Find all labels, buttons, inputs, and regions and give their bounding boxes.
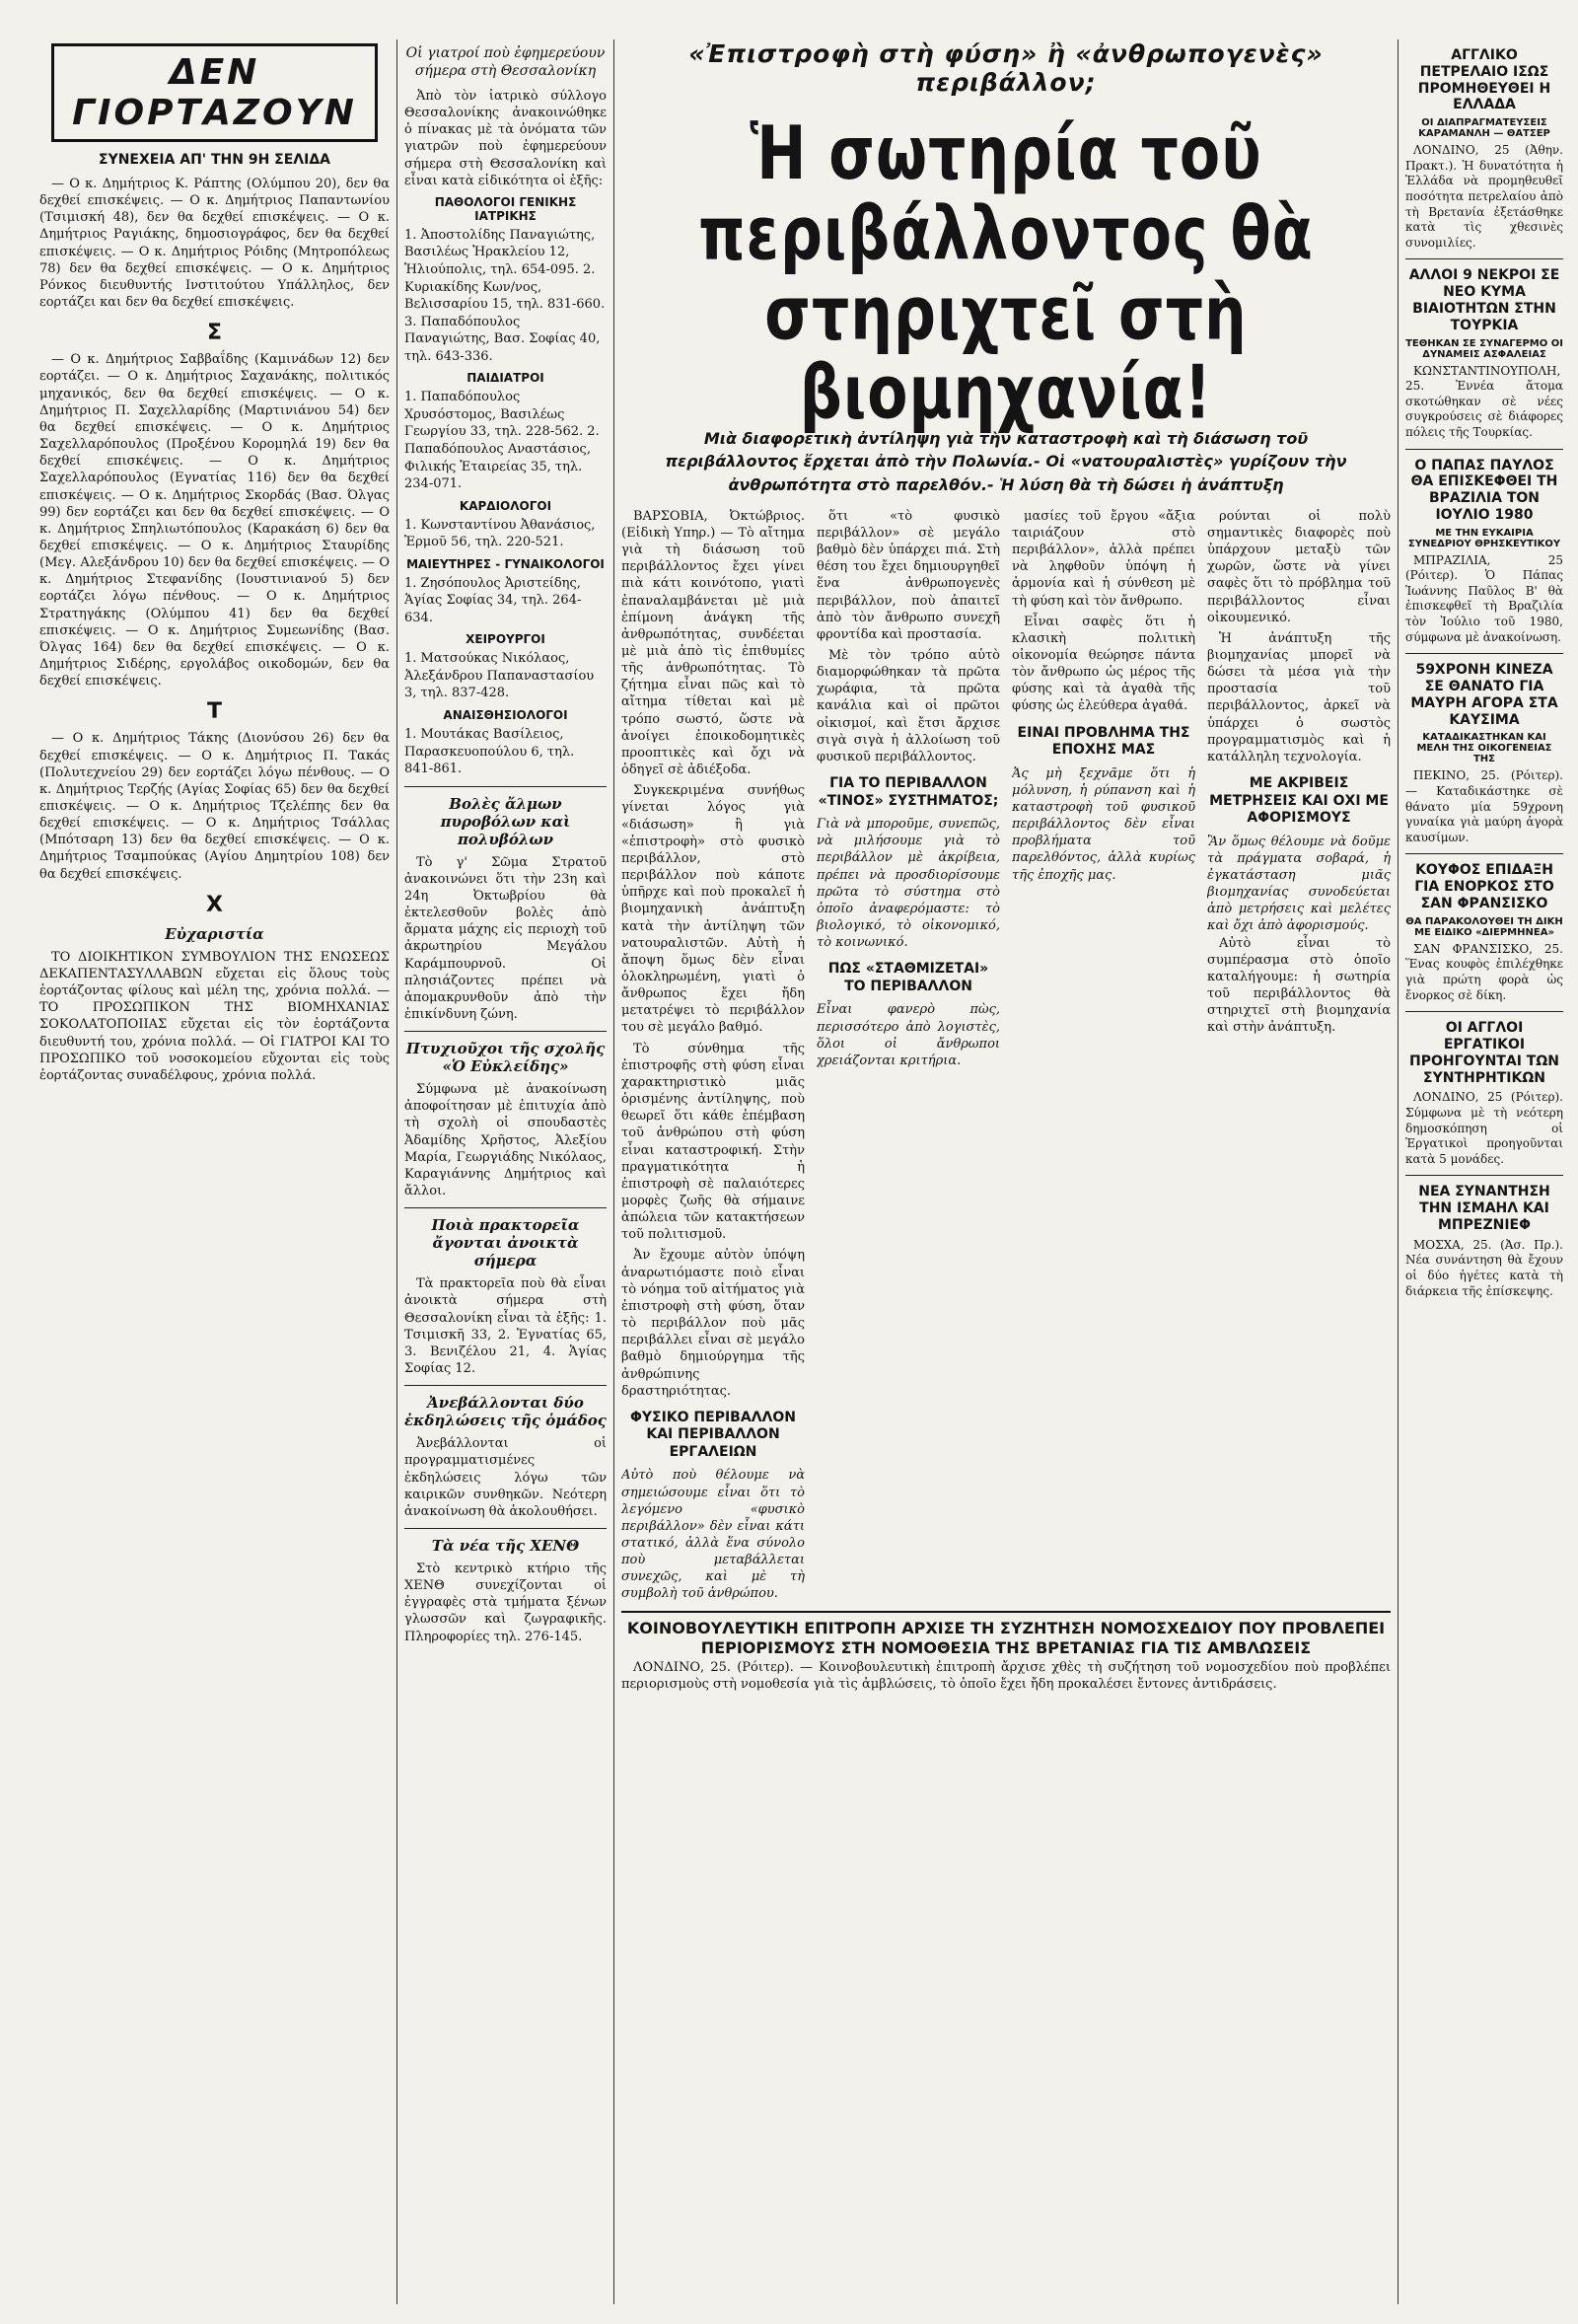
continued-label: ΣΥΝΕΧΕΙΑ ΑΠ' ΤΗΝ 9Η ΣΕΛΙΔΑ: [99, 152, 330, 168]
paragraph: Συγκεκριμένα συνήθως γίνεται λόγος γιὰ «διάσωση» ἢ γιὰ «ἐπιστροφὴ» στὸ φυσικὸ περιβάλλον, στὸ περιβάλλον ποὺ κάποτε ὑπῆρχε καὶ ποὺ προκαλεῖ ἡ βιομηχανικὴ ἀνάπτυξη κατὰ τὴν ἀντίληψη τῶν νατουραλιστῶν. Αὐτὴ ἡ ἄποψη ὅμως δὲν εἶναι ὁλοκληρωμένη, γιατὶ ὁ ἄνθρωπος ἔχει ἤδη μετατρέψει τὸ περιβάλλον του σὲ μεγάλο βαθμό.: [621, 783, 805, 1036]
graduates-heading: Πτυχιοῦχοι τῆς σχολῆς «Ὁ Εὐκλείδης»: [405, 1040, 606, 1076]
column-holidays: [39, 39, 390, 2304]
brief-heading-labour: ΟΙ ΑΓΓΛΟΙ ΕΡΓΑΤΙΚΟΙ ΠΡΟΗΓΟΥΝΤΑΙ ΤΩΝ ΣΥΝΤΗΡΗΤΙΚΩΝ: [1409, 1020, 1559, 1086]
brief-text-oil: [1405, 143, 1563, 251]
paragraph: ΛΟΝΔΙΝΟ, 25 (Ρόιτερ). Σύμφωνα μὲ τὴ νεότερη δημοσκόπηση οἱ Ἐργατικοὶ προηγοῦνται κατὰ 5 μονάδες.: [1405, 1090, 1563, 1166]
banner-box: [51, 43, 378, 142]
cardio-list: 1. Κωνσταντίνου Ἀθανάσιος, Ἐρμοῦ 56, τηλ. 220-521.: [404, 517, 596, 550]
inset-text-measure: Ἂν ὅμως θέλουμε νὰ δοῦμε τὰ πράγματα σοβαρά, ἡ ἐγκατάσταση μιᾶς βιομηχανίας συνοδεύεται ἀπὸ μετρήσεις καὶ μελέτες καὶ ὄχι ἀπὸ ἀφορισμούς.: [1207, 834, 1391, 934]
divider: [1405, 258, 1563, 259]
letter-tau: Τ: [206, 699, 222, 725]
divider: [404, 786, 607, 787]
paragraph: ΣΑΝ ΦΡΑΝΣΙΣΚΟ, 25. Ἕνας κουφὸς ἐπιλέχθηκε γιὰ πρώτη φορὰ ὡς ἔνορκος σὲ δίκη.: [1405, 941, 1563, 1002]
paragraph: Τὰ πρακτορεῖα ποὺ θὰ εἶναι ἀνοικτὰ σήμερα στὴ Θεσσαλονίκη εἶναι τὰ ἑξῆς: 1. Τσιμισκῆ 33, 2. Ἐγνατίας 65, 3. Βενιζέλου 21, 4. Ἁγίας Σοφίας 12.: [404, 1276, 607, 1377]
paragraph: Εἶναι σαφὲς ὅτι ἡ κλασικὴ πολιτικὴ οἰκονομία θεώρησε πάντα τὸν ἄνθρωπο ὡς μέρος τῆς φύσης καὶ τὰ ἀγαθὰ τῆς φύσης ὡς ἐλεύθερα ἀγαθά.: [1012, 614, 1195, 714]
article-column-2: [817, 508, 1000, 1603]
banner-title: ΔΕΝ ΓΙΟΡΤΑΖΟΥΝ: [72, 52, 357, 133]
brief-subheading-juror: ΘΑ ΠΑΡΑΚΟΛΟΥΘΕΙ ΤΗ ΔΙΚΗ ΜΕ ΕΙΔΙΚΟ «ΔΙΕΡΜΗΝΕΑ»: [1405, 915, 1563, 938]
column-notices: [404, 39, 607, 2304]
graduates-text: [404, 1081, 607, 1199]
inset-text-system: Γιὰ νὰ μποροῦμε, συνεπῶς, νὰ μιλήσουμε γιὰ τὸ περιβάλλον μὲ ἀκρίβεια, πρέπει νὰ προσδιορίσουμε πρῶτα τὸ σύστημα στὸ ὁποῖο ἀναφερόμαστε: τὸ βιολογικό, τὸ οἰκονομικό, τὸ κοινωνικό.: [817, 817, 1000, 951]
paragraph: ΛΟΝΔΙΝΟ, 25. (Ρόιτερ). — Κοινοβουλευτικὴ ἐπιτροπὴ ἄρχισε χθὲς τὴ συζήτηση τοῦ νομοσχεδίου ποὺ προβλέπει περιορισμοὺς στὴ νομοθεσία γιὰ τὶς ἀμβλώσεις, τὸ ὁποῖο ἔχει ἤδη προκαλέσει ἔντονες ἀντιδράσεις.: [621, 1660, 1391, 1693]
column-divider: [1398, 39, 1399, 2304]
paragraph: ὅτι «τὸ φυσικὸ περιβάλλον» σὲ μεγάλο βαθμὸ δὲν ὑπάρχει πιά. Στὴ θέση του ἔχει δημιουργηθεῖ ἕνα ἀνθρωπογενὲς περιβάλλον, ποὺ ἀπαιτεῖ ἀπὸ τὸν ἄνθρωπο συνεχῆ φροντίδα καὶ προστασία.: [817, 508, 1000, 642]
obgyn-heading: ΜΑΙΕΥΤΗΡΕΣ - ΓΥΝΑΙΚΟΛΟΓΟΙ: [406, 556, 605, 571]
anesth-list: 1. Μουτάκας Βασίλειος, Παρασκευοπούλου 6, τηλ. 841-861.: [404, 726, 575, 777]
paragraph: Ἀν ἔχουμε αὐτὸν ὑπόψη ἀναρωτιόμαστε ποιὸ εἶναι τὸ νόημα τοῦ αἰτήματος γιὰ ἐπιστροφὴ στὴ φύση, ὅταν τὸ περιβάλλον ποὺ μᾶς περιβάλλει εἶναι σὲ μεγάλο βαθμὸ δημιούργημα τῆς ἀνθρώπινης δραστηριότητας.: [621, 1248, 805, 1399]
divider: [404, 1528, 607, 1529]
brief-heading-turkey: ΑΛΛΟΙ 9 ΝΕΚΡΟΙ ΣΕ ΝΕΟ ΚΥΜΑ ΒΙΑΙΟΤΗΤΩΝ ΣΤΗΝ ΤΟΥΡΚΙΑ: [1408, 267, 1560, 333]
paragraph: Αὐτὸ εἶναι τὸ συμπέρασμα στὸ ὁποῖο καταλήγουμε: ἡ σωτηρία τοῦ περιβάλλοντος θὰ στηριχτεῖ στὴ βιομηχανία καὶ στὴν ἀνάπτυξη.: [1207, 935, 1391, 1036]
gp-heading: ΠΑΘΟΛΟΓΟΙ ΓΕΝΙΚΗΣ ΙΑΤΡΙΚΗΣ: [434, 194, 577, 223]
paragraph: ρούνται οἱ πολὺ σημαντικὲς διαφορὲς ποὺ ὑπάρχουν μεταξὺ τῶν χωρῶν, ὥστε νὰ γίνει σαφὲς ὅτι τὸ πρόβλημα τοῦ περιβάλλοντος εἶναι οἰκουμενικό.: [1207, 508, 1391, 625]
xenth-heading: Τὰ νέα τῆς ΧΕΝΘ: [431, 1536, 580, 1555]
brief-heading-pope: Ο ΠΑΠΑΣ ΠΑΥΛΟΣ ΘΑ ΕΠΙΣΚΕΦΘΕΙ ΤΗ ΒΡΑΖΙΛΙΑ ΤΟΝ ΙΟΥΛΙΟ 1980: [1410, 457, 1558, 523]
divider: [1405, 653, 1563, 654]
agencies-text: [404, 1275, 607, 1377]
paragraph: Σύμφωνα μὲ ἀνακοίνωση ἀποφοίτησαν μὲ ἐπιτυχία ἀπὸ τὴ σχολὴ οἱ σπουδαστὲς Ἀδαμίδης Χρῆστος, Ἀλεξίου Μαρία, Γεωργιάδης Νικόλαος, Καραγιάννης Δημήτριος καὶ ἄλλοι.: [404, 1082, 607, 1199]
column-divider: [613, 39, 614, 2304]
abortion-story: [621, 1611, 1391, 1694]
ped-list: 1. Παπαδόπουλος Χρυσόστομος, Βασιλέως Γεωργίου 33, τηλ. 228-562. 2. Παπαδόπουλος Αναστάσιος, Φιλικής Ἑταιρείας 35, τηλ. 234-071.: [404, 390, 600, 492]
letter-sigma: Σ: [206, 321, 223, 346]
abortion-text: [621, 1659, 1391, 1693]
postponed-heading: Ἀνεβάλλονται δύο ἐκδηλώσεις τῆς ὁμάδος: [404, 1394, 607, 1430]
brief-text-china: [1405, 768, 1563, 845]
brief-heading-juror: ΚΟΥΦΟΣ ΕΠΙΔΑΞΗ ΓΙΑ ΕΝΟΡΚΟΣ ΣΤΟ ΣΑΝ ΦΡΑΝΣΙΣΚΟ: [1414, 862, 1554, 911]
article-deck: Μιὰ διαφορετικὴ ἀντίληψη γιὰ τὴν καταστροφὴ καὶ τὴ διάσωση τοῦ περιβάλλοντος ἔρχεται ἀπὸ τὴν Πολωνία.- Οἱ «νατουραλιστὲς» γυρίζουν τὴν ἀνθρωπότητα στὸ παρελθόν.- Ἡ λύση θὰ τὴ δώσει ἡ ἀνάπτυξη: [665, 429, 1347, 494]
brief-heading-oil: ΑΓΓΛΙΚΟ ΠΕΤΡΕΛΑΙΟ ΙΣΩΣ ΠΡΟΜΗΘΕΥΘΕΙ Η ΕΛΛΑΔΑ: [1417, 47, 1551, 113]
anesth-heading: ΑΝΑΙΣΘΗΣΙΟΛΟΓΟΙ: [443, 707, 568, 722]
paragraph: Τὸ γ' Σῶμα Στρατοῦ ἀνακοινώνει ὅτι τὴν 23η καὶ 24η Ὀκτωβρίου θὰ ἐκτελεσθοῦν βολὲς ἀπὸ ἄρματα μάχης εἰς περιοχὴ τοῦ ἀκρωτηρίου Μεγάλου Καράμπουρνοῦ. Οἱ πλησιάζοντες πρέπει νὰ ἀπομακρυνθοῦν ἀπὸ τὴν ἐπικίνδυνη ζώνη.: [404, 854, 607, 1023]
paragraph: ΜΟΣΧΑ, 25. (Ἀσ. Πρ.). Νέα συνάντηση θὰ ἔχουν οἱ δύο ἡγέτες κατὰ τὴ διάρκεια τῆς ἐπίσκεψης.: [1405, 1237, 1563, 1298]
article-column-1: [621, 508, 805, 1603]
paragraph: ΛΟΝΔΙΝΟ, 25 (Ἀθην. Πρακτ.). Ἡ δυνατότητα ἡ Ἑλλάδα νὰ προμηθευθεῖ ποσότητα πετρελαίου ἀπὸ τὴ Βρετανία ἐξετάσθηκε κατὰ τὶς χθεσινὲς συνομιλίες.: [1405, 143, 1563, 250]
paragraph: Ἡ ἀνάπτυξη τῆς βιομηχανίας μπορεῖ νὰ δώσει τὰ μέσα γιὰ τὴν προστασία τοῦ περιβάλλοντος, ἀρκεῖ νὰ ὑπάρχει ὁ σωστὸς προγραμματισμὸς καὶ ἡ κατάλληλη τεχνολογία.: [1207, 630, 1391, 764]
paragraph: — Ο κ. Δημήτριος Κ. Ράπτης (Ολύμπου 20), δεν θα δεχθεί επισκέψεις. — Ο κ. Δημήτριος Παπαντωνίου (Τσιμισκή 48), δεν θα δεχθεί επισκέψεις. — Ο κ. Δημήτριος Ραγιάκης, δημοσιογράφος, δεν θα δεχθεί επισκέψεις. — Ο κ. Δημήτριος Ρόιδης (Μητροπόλεως 78) δεν θα δεχθεί επισκέψεις. — Ο κ. Δημήτριος Ρόνκος διευθυντής Ινστιτούτου Υπάλληλος, δεν εορτάζει και δεν θα δεχθεί επισκέψεις.: [39, 177, 390, 311]
paragraph: Ἀνεβάλλονται οἱ προγραμματισμένες ἐκδηλώσεις λόγω τῶν καιρικῶν συνθηκῶν. Νεότερη ἀνακοίνωση θὰ ἀκολουθήσει.: [404, 1436, 607, 1519]
paragraph: ΜΠΡΑΖΙΛΙΑ, 25 (Ρόιτερ). Ὁ Πάπας Ἰωάννης Παῦλος Β' θὰ ἐπισκεφθεῖ τὴ Βραζιλία τὸν Ἰούλιο τοῦ 1980, σύμφωνα μὲ ἀνακοίνωση.: [1405, 552, 1563, 644]
letter-chi: Χ: [206, 892, 223, 917]
brief-text-meeting: [1405, 1238, 1563, 1299]
brief-heading-meeting: ΝΕΑ ΣΥΝΑΝΤΗΣΗ ΤΗΝ ΙΣΜΑΗΛ ΚΑΙ ΜΠΡΕΖΝΙΕΦ: [1418, 1184, 1550, 1233]
holidays-text-1: [39, 176, 390, 311]
paragraph: Τὸ σύνθημα τῆς ἐπιστροφῆς στὴ φύση εἶναι χαρακτηριστικὸ μιᾶς ὁρισμένης ἀντίληψης, ποὺ θεωρεῖ ὅτι κάθε ἐπέμβαση τοῦ ἀνθρώπου στὴ φύση εἶναι καταστροφική. Στὴν πραγματικότητα ἡ ἐπιστροφὴ σὲ παλαιότερες μορφὲς ζωῆς θὰ σήμαινε ἀπώλεια τῶν κατακτήσεων τοῦ πολιτισμοῦ.: [621, 1041, 805, 1243]
article-columns: [621, 508, 1391, 1603]
article-kicker: «Ἐπιστροφὴ στὴ φύση» ἢ «ἀνθρωπογενὲς» περιβάλλον;: [688, 39, 1324, 97]
inset-text-natural: Αὐτὸ ποὺ θέλουμε νὰ σημειώσουμε εἶναι ὅτι τὸ λεγόμενο «φυσικὸ περιβάλλον» δὲν εἶναι κάτι στατικό, ἀλλὰ ἕνα σύνολο ποὺ μεταβάλλεται συνεχῶς, καὶ μὲ τὴ συμβολὴ τοῦ ἀνθρώπου.: [621, 1468, 805, 1602]
column-divider: [396, 39, 397, 2304]
agencies-heading: Ποιὰ πρακτορεῖα ἄγονται ἀνοικτὰ σήμερα: [431, 1216, 580, 1271]
brief-text-labour: [1405, 1090, 1563, 1167]
brief-subheading-turkey: ΤΕΘΗΚΑΝ ΣΕ ΣΥΝΑΓΕΡΜΟ ΟΙ ΔΥΝΑΜΕΙΣ ΑΣΦΑΛΕΙΑΣ: [1405, 337, 1563, 360]
paragraph: ΠΕΚΙΝΟ, 25. (Ρόιτερ). — Καταδικάστηκε σὲ θάνατο μία 59χρονη γυναίκα γιὰ μαύρη ἀγορὰ καυσίμων.: [1405, 768, 1563, 844]
inset-heading-measure: ΜΕ ΑΚΡΙΒΕΙΣ ΜΕΤΡΗΣΕΙΣ ΚΑΙ ΟΧΙ ΜΕ ΑΦΟΡΙΣΜΟΥΣ: [1209, 775, 1389, 827]
brief-text-pope: [1405, 553, 1563, 646]
inset-text-weigh: Εἶναι φανερὸ πὼς, περισσότερο ἀπὸ λογιστὲς, ὅλοι οἱ ἄνθρωποι χρειάζονται κριτήρια.: [817, 1002, 1000, 1068]
inset-text-era: Ἀς μὴ ξεχνᾶμε ὅτι ἡ μόλυνση, ἡ ρύπανση καὶ ἡ καταστροφὴ τοῦ φυσικοῦ περιβάλλοντος δὲν εἶναι προβλήματα τοῦ παρελθόντος, ἀλλὰ κυρίως τῆς ἐποχῆς μας.: [1012, 765, 1195, 883]
main-article: [621, 39, 1391, 2304]
wishes-text: [39, 949, 390, 1084]
paragraph: Μὲ τὸν τρόπο αὐτὸ διαμορφώθηκαν τὰ πρῶτα χωράφια, τὰ πρῶτα κανάλια καὶ οἱ πρῶτοι οἰκισμοί, καὶ ἔτσι ἄρχισε σιγὰ σιγὰ ἡ ἀλλοίωση τοῦ φυσικοῦ περιβάλλοντος.: [817, 648, 1000, 764]
doctors-heading: Οἱ γιατροί ποὺ ἐφημερεύουν σήμερα στὴ Θεσσαλονίκη: [405, 45, 606, 79]
doctors-text: [404, 88, 607, 189]
paragraph: ΒΑΡΣΟΒΙΑ, Ὀκτώβριος. (Εἰδικὴ Υπηρ.) — Τὸ αἴτημα γιὰ τὴ διάσωση τοῦ περιβάλλοντος ἔχει γίνει πιὰ κάτι κοινότοπο, γιατὶ ἐπαναλαμβάνεται μὲ μιὰ ἐπίμονη ἀνάγκη τῆς ἀνθρωπότητας, συνδέεται μὲ μιὰ ἀπὸ τὶς ἐπιθυμίες τῆς ἀνθρωπότητας. Τὸ ζήτημα εἶναι πῶς καὶ τὸ αἴτημα τίθεται καὶ μὲ τρόπο σωστό, ὥστε νὰ ἀνοίγει ἐποικοδομητικὲς προοπτικὲς καὶ ὄχι νὰ ὁδηγεῖ σὲ ἀδιέξοδα.: [621, 508, 805, 778]
postponed-text: [404, 1435, 607, 1520]
article-column-3: [1012, 508, 1195, 1603]
paragraph: — Ο κ. Δημήτριος Τάκης (Διονύσου 26) δεν θα δεχθεί επισκέψεις. — Ο κ. Δημήτριος Π. Τακάς (Πολυτεχνείου 29) δεν εορτάζει λόγω πένθους. — Ο κ. Δημήτριος Τερζής (Αγίας Σοφίας 65) δεν θα δεχθεί επισκέψεις. — Ο κ. Δημήτριος Τζελέπης δεν θα δεχθεί επισκέψεις. — Ο κ. Δημήτριος Τσάλλας (Μπότσαρη 13) δεν θα δεχθεί επισκέψεις. — Ο κ. Δημήτριος Τσαμπούκας (Αγίου Δημητρίου 108) δεν θα δεχθεί επισκέψεις.: [39, 731, 390, 882]
army-text: [404, 854, 607, 1024]
brief-subheading-pope: ΜΕ ΤΗΝ ΕΥΚΑΙΡΙΑ ΣΥΝΕΔΡΙΟΥ ΘΡΗΣΚΕΥΤΙΚΟΥ: [1407, 527, 1561, 549]
article-column-4: [1207, 508, 1391, 1603]
obgyn-list: 1. Ζησόπουλος Ἀριστείδης, Ἁγίας Σοφίας 34, τηλ. 264-634.: [404, 575, 582, 625]
brief-text-turkey: [1405, 364, 1563, 441]
divider: [1405, 1011, 1563, 1012]
surgeons-list: 1. Ματσούκας Νικόλαος, Ἀλεξάνδρου Παπαναστασίου 3, τηλ. 837-428.: [404, 651, 595, 701]
brief-subheading-oil: ΟΙ ΔΙΑΠΡΑΓΜΑΤΕΥΣΕΙΣ ΚΑΡΑΜΑΝΛΗ — ΘΑΤΣΕΡ: [1418, 117, 1550, 140]
abortion-headline: ΚΟΙΝΟΒΟΥΛΕΥΤΙΚΗ ΕΠΙΤΡΟΠΗ ΑΡΧΙΣΕ ΤΗ ΣΥΖΗΤΗΣΗ ΝΟΜΟΣΧΕΔΙΟΥ ΠΟΥ ΠΡΟΒΛΕΠΕΙ ΠΕΡΙΟΡΙΣΜΟΥΣ ΣΤΗ ΝΟΜΟΘΕΣΙΑ ΤΗΣ ΒΡΕΤΑΝΙΑΣ ΓΙΑ ΤΙΣ ΑΜΒΛΩΣΕΙΣ: [626, 1618, 1386, 1658]
wishes-title: Εὐχαριστία: [165, 924, 264, 943]
divider: [404, 1031, 607, 1032]
brief-text-juror: [1405, 942, 1563, 1003]
divider: [1405, 449, 1563, 450]
brief-subheading-china: ΚΑΤΑΔΙΚΑΣΤΗΚΑΝ ΚΑΙ ΜΕΛΗ ΤΗΣ ΟΙΚΟΓΕΝΕΙΑΣ ΤΗΣ: [1416, 732, 1552, 765]
divider: [404, 1385, 607, 1386]
gp-list: 1. Ἀποστολίδης Παναγιώτης, Βασιλέως Ἡρακλείου 12, Ἡλιούπολις, τηλ. 654-095. 2. Κυριακίδης Κων/νος, Βελισσαρίου 15, τηλ. 831-660. 3. Παπαδόπουλος Παναγιώτης, Βασ. Σοφίας 40, τηλ. 643-336.: [404, 227, 606, 364]
divider: [404, 1207, 607, 1208]
army-heading: Βολὲς ἄλμων πυροβόλων καὶ πολυβόλων: [440, 794, 571, 848]
inset-heading-weigh: ΠΩΣ «ΣΤΑΘΜΙΖΕΤΑΙ» ΤΟ ΠΕΡΙΒΑΛΛΟΝ: [827, 961, 989, 994]
paragraph: ΚΩΝΣΤΑΝΤΙΝΟΥΠΟΛΗ, 25. Ἐννέα ἄτομα σκοτώθηκαν σὲ νέες συγκρούσεις σὲ διάφορες πόλεις τῆς Τουρκίας.: [1405, 363, 1563, 439]
paragraph: ΤΟ ΔΙΟΙΚΗΤΙΚΟΝ ΣΥΜΒΟΥΛΙΟΝ ΤΗΣ ΕΝΩΣΕΩΣ ΔΕΚΑΠΕΝΤΑΣΥΛΛΑΒΩΝ εὔχεται εἰς ὅλους τοὺς ἑορτάζοντας φίλους καὶ μέλη της, χρόνια πολλά. — ΤΟ ΠΡΟΣΩΠΙΚΟΝ ΤΗΣ ΒΙΟΜΗΧΑΝΙΑΣ ΣΟΚΟΛΑΤΟΠΟΙΙΑΣ εὔχεται εἰς τὸν ἑορτάζοντα διευθυντή του, χρόνια πολλά. — Οἱ ΓΙΑΤΡΟΙ ΚΑΙ ΤΟ ΠΡΟΣΩΠΙΚΟ τοῦ νοσοκομείου εὔχονται εἰς τοὺς ἑορτάζοντας συναδέλφους, χρόνια πολλά.: [39, 949, 390, 1083]
divider: [1405, 1175, 1563, 1176]
paragraph: Στὸ κεντρικὸ κτήριο τῆς ΧΕΝΘ συνεχίζονται οἱ ἐγγραφὲς στὰ τμήματα ξένων γλωσσῶν καὶ ζωγραφικῆς. Πληροφορίες τηλ. 276-145.: [404, 1561, 607, 1644]
column-briefs: [1405, 39, 1563, 2304]
inset-heading-natural: ΦΥΣΙΚΟ ΠΕΡΙΒΑΛΛΟΝ ΚΑΙ ΠΕΡΙΒΑΛΛΟΝ ΕΡΓΑΛΕΙΩΝ: [630, 1409, 796, 1460]
brief-heading-china: 59ΧΡΟΝΗ ΚΙΝΕΖΑ ΣΕ ΘΑΝΑΤΟ ΓΙΑ ΜΑΥΡΗ ΑΓΟΡΑ ΣΤΑ ΚΑΥΣΙΜΑ: [1410, 662, 1558, 728]
cardio-heading: ΚΑΡΔΙΟΛΟΓΟΙ: [459, 498, 552, 513]
paragraph: μασίες τοῦ ἔργου «ἄξια ταιριάζουν στὸ περιβάλλον», ἀλλὰ πρέπει νὰ ληφθοῦν ὑπόψη ἡ ἀρμονία καὶ ἡ σύνθεση μὲ τὴ φύση καὶ τὸν ἄνθρωπο.: [1012, 508, 1195, 609]
divider: [1405, 853, 1563, 854]
inset-heading-era: ΕΙΝΑΙ ΠΡΟΒΛΗΜΑ ΤΗΣ ΕΠΟΧΗΣ ΜΑΣ: [1017, 724, 1190, 759]
holidays-text-2: [39, 351, 390, 690]
article-headline: Ἡ σωτηρία τοῦ περιβάλλοντος θὰ στηριχτεῖ στὴ βιομηχανία!: [698, 110, 1314, 437]
inset-heading-system: ΓΙΑ ΤΟ ΠΕΡΙΒΑΛΛΟΝ «ΤΙΝΟΣ» ΣΥΣΤΗΜΑΤΟΣ;: [818, 775, 999, 809]
holidays-text-3: [39, 730, 390, 882]
paragraph: — Ο κ. Δημήτριος Σαββαΐδης (Καμινάδων 12) δεν εορτάζει. — Ο κ. Δημήτριος Σαχανάκης, πολιτικός μηχανικός, δεν θα δεχθεί επισκέψεις. — Ο κ. Δημήτριος Π. Σαχελλαρίδης (Μαρτινιάνου 54) δεν θα δεχθεί επισκέψεις. — Ο κ. Δημήτριος Σαχελλαρόπουλος (Προξένου Κορομηλά 19) δεν θα δεχθεί επισκέψεις. — Ο κ. Δημήτριος Σαχελλαρόπουλος (Εγνατίας 116) δεν θα δεχθεί επισκέψεις. — Ο κ. Δημήτριος Σκορδάς (Βασ. Όλγας 99) δεν εορτάζει και δεν θα δεχθεί επισκέψεις. — Ο κ. Δημήτριος Σπηλιωτόπουλος (Καρακάση 6) δεν θα δεχθεί επισκέψεις. — Ο κ. Δημήτριος Σταυρίδης (Μεγ. Αλεξάνδρου 10) δεν θα δεχθεί επισκέψεις. — Ο κ. Δημήτριος Στεφανίδης (Ιουστινιανού 5) δεν εορτάζει λόγω πένθους. — Ο κ. Δημήτριος Στρατηγάκης (Ολύμπου 41) δεν θα δεχθεί επισκέψεις. — Ο κ. Δημήτριος Συμεωνίδης (Βασ. Όλγας 164) δεν θα δεχθεί επισκέψεις. — Ο κ. Δημήτριος Σιδέρης, εργολάβος οικοδομών, δεν θα δεχθεί επισκέψεις.: [39, 352, 390, 690]
xenth-text: [404, 1561, 607, 1645]
surgeons-heading: ΧΕΙΡΟΥΡΓΟΙ: [466, 632, 545, 647]
paragraph: Ἀπὸ τὸν ἰατρικὸ σύλλογο Θεσσαλονίκης ἀνακοινώθηκε ὁ πίνακας μὲ τὰ ὀνόματα τῶν γιατρῶν ποὺ ἐφημερεύουν σήμερα στὴ Θεσσαλονίκη καὶ εἶναι κατὰ εἰδικότητα οἱ ἑξῆς:: [404, 89, 607, 188]
ped-heading: ΠΑΙΔΙΑΤΡΟΙ: [466, 371, 544, 386]
